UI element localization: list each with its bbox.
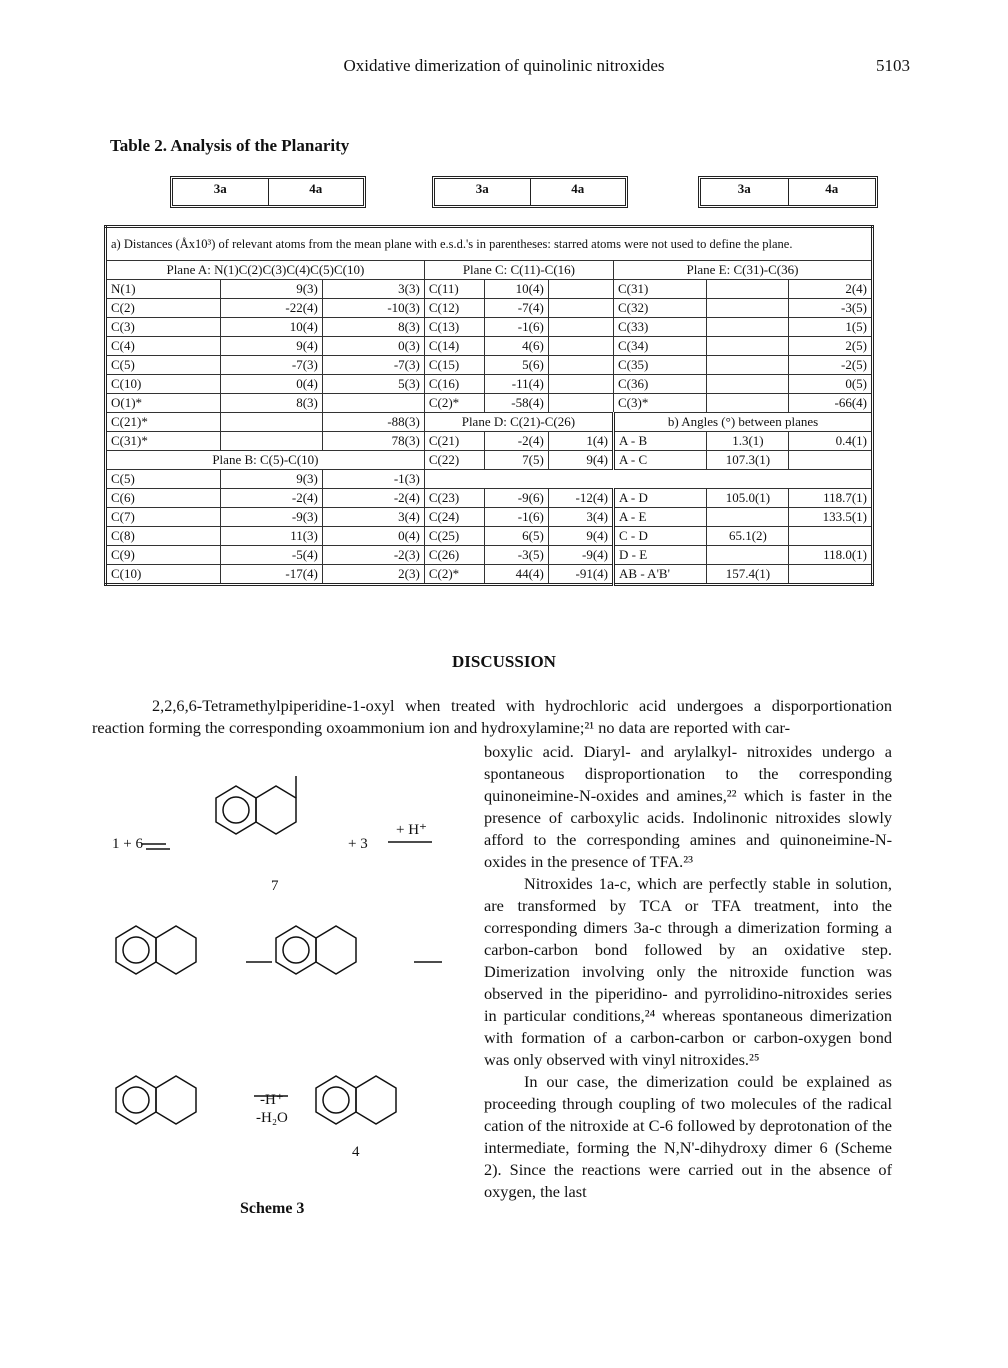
- cell: 9(4): [548, 451, 613, 470]
- cell: -1(6): [485, 508, 549, 527]
- cell: [707, 394, 789, 413]
- cell: C(9): [106, 546, 221, 565]
- legend-4a: 4a: [309, 181, 323, 196]
- cell: C(11): [424, 280, 484, 299]
- cell: -2(4): [221, 489, 323, 508]
- part-a-caption: a) Distances (Åx10³) of relevant atoms from the mean plane with e.s.d.'s in parentheses: starred atoms were not used to define the plane.: [106, 227, 873, 261]
- cell: [548, 394, 613, 413]
- table-row: [106, 546, 873, 565]
- cell: -91(4): [548, 565, 613, 585]
- legend-3a: 3a: [701, 179, 789, 205]
- cell: -2(4): [485, 432, 549, 451]
- cell: 5(6): [485, 356, 549, 375]
- rows-b: [106, 470, 873, 585]
- cell: [548, 318, 613, 337]
- cell: -2(5): [789, 356, 873, 375]
- plane-e-title: Plane E: C(31)-C(36): [614, 261, 873, 280]
- discussion-heading: DISCUSSION: [452, 652, 556, 671]
- cell: C(5): [106, 470, 221, 489]
- plane-a-title: Plane A: N(1)C(2)C(3)C(4)C(5)C(10): [106, 261, 425, 280]
- plus-3: + 3: [348, 836, 368, 852]
- plane-d-title: Plane D: C(21)-C(26): [424, 413, 613, 432]
- cell: 78(3): [322, 432, 424, 451]
- cell: [707, 280, 789, 299]
- cell: 2(3): [322, 565, 424, 585]
- cell: C(21)*: [106, 413, 221, 432]
- cell: [322, 394, 424, 413]
- plane-c-title: Plane C: C(11)-C(16): [424, 261, 613, 280]
- cell: C(34): [614, 337, 707, 356]
- cell: -7(4): [485, 299, 549, 318]
- cell: -1(6): [485, 318, 549, 337]
- compound-4: 4: [352, 1144, 360, 1160]
- cell: C(13): [424, 318, 484, 337]
- cell: 118.0(1): [789, 546, 873, 565]
- cell: C(32): [614, 299, 707, 318]
- cell: 2(4): [789, 280, 873, 299]
- scheme-label: Scheme 3: [240, 1200, 305, 1217]
- cell: 0(3): [322, 337, 424, 356]
- right-column: [484, 741, 892, 1203]
- cell: [789, 565, 873, 585]
- cell: -2(3): [322, 546, 424, 565]
- table-title: Table 2. Analysis of the Planarity: [110, 136, 350, 155]
- cell: [707, 299, 789, 318]
- cell: -2(4): [322, 489, 424, 508]
- angles-title: b) Angles (°) between planes: [614, 413, 873, 432]
- cell: C(7): [106, 508, 221, 527]
- legend-4a: 4a: [825, 181, 839, 196]
- planarity-table: [104, 225, 874, 586]
- cell: -9(4): [548, 546, 613, 565]
- cell: C(8): [106, 527, 221, 546]
- cell: C(25): [424, 527, 484, 546]
- paragraph-4: In our case, the dimerization could be explained as proceeding through coupling of two molecules of the radical cation of the nitroxide at C-6 followed by deprotonation of the intermediate, forming the N,N'-dihydroxy dimer 6 (Scheme 2). Since the reactions were carried out in the absence of oxygen, the last: [484, 1072, 892, 1201]
- cell: -88(3): [322, 413, 424, 432]
- cell: [789, 527, 873, 546]
- cell: N(1): [106, 280, 221, 299]
- cell: 65.1(2): [707, 527, 789, 546]
- paragraph-1: 2,2,6,6-Tetramethylpiperidine-1-oxyl when treated with hydrochloric acid undergoes a disporportionation reaction forming the corresponding oxoammonium ion and hydroxylamine;²¹ no data are reported with car-: [92, 696, 892, 737]
- cell: -17(4): [221, 565, 323, 585]
- table-row: [106, 394, 873, 413]
- cell: -11(4): [485, 375, 549, 394]
- legend-3a: 3a: [435, 179, 531, 205]
- page-number: 5103: [876, 56, 910, 75]
- cell: [548, 375, 613, 394]
- cell: [548, 299, 613, 318]
- cell: 7(5): [485, 451, 549, 470]
- cell: C(31): [614, 280, 707, 299]
- cell: -7(3): [221, 356, 323, 375]
- table-row: [106, 565, 873, 585]
- minus-h2o: -H₂O: [256, 1110, 288, 1126]
- rows-a: [106, 280, 873, 413]
- cell: C(3): [106, 318, 221, 337]
- cell: A - B: [614, 432, 707, 451]
- cell: C(6): [106, 489, 221, 508]
- table-row: [106, 508, 873, 527]
- legend-3: [698, 176, 878, 208]
- cell: 133.5(1): [789, 508, 873, 527]
- plane-b-title: Plane B: C(5)-C(10): [106, 451, 425, 470]
- cell: C(16): [424, 375, 484, 394]
- cell: 6(5): [485, 527, 549, 546]
- cell: -22(4): [221, 299, 323, 318]
- cell: 9(3): [221, 470, 323, 489]
- cell: 10(4): [221, 318, 323, 337]
- cell: -7(3): [322, 356, 424, 375]
- scheme-3-diagram: [96, 756, 476, 1256]
- cell: [548, 337, 613, 356]
- cell: 0(4): [221, 375, 323, 394]
- cell: -9(3): [221, 508, 323, 527]
- cell: C(26): [424, 546, 484, 565]
- cell: -3(5): [789, 299, 873, 318]
- cell: C(24): [424, 508, 484, 527]
- cell: 4(6): [485, 337, 549, 356]
- cell: D - E: [614, 546, 707, 565]
- cell: 1(5): [789, 318, 873, 337]
- cell: -10(3): [322, 299, 424, 318]
- cell: C(5): [106, 356, 221, 375]
- cell: [707, 546, 789, 565]
- cell: [707, 375, 789, 394]
- cell: -58(4): [485, 394, 549, 413]
- eq1: 1 + 6: [112, 836, 143, 852]
- cell: 5(3): [322, 375, 424, 394]
- cell: 0(4): [322, 527, 424, 546]
- cell: 0(5): [789, 375, 873, 394]
- cell: [707, 318, 789, 337]
- table-row: [106, 280, 873, 299]
- cell: 1.3(1): [707, 432, 789, 451]
- legend-1: [170, 176, 366, 208]
- table-row: [106, 337, 873, 356]
- cell: 157.4(1): [707, 565, 789, 585]
- legend-4a: 4a: [571, 181, 585, 196]
- cell: [707, 356, 789, 375]
- legend-3a: 3a: [173, 179, 269, 205]
- cell: 10(4): [485, 280, 549, 299]
- cell: -66(4): [789, 394, 873, 413]
- cell: A - D: [614, 489, 707, 508]
- cell: C(10): [106, 375, 221, 394]
- cell: 9(4): [221, 337, 323, 356]
- cell: 44(4): [485, 565, 549, 585]
- table-row: [106, 489, 873, 508]
- table-row: [106, 356, 873, 375]
- paragraph-3: Nitroxides 1a-c, which are perfectly stable in solution, are transformed by TCA or TFA treatment, into the corresponding dimers 3a-c through a dimerization forming a carbon-carbon bond followed by an oxidative step. Dimerization involving only the nitroxide function was observed in the piperidino- and pyrrolidino-nitroxides series in particular conditions,²⁴ whereas spontaneous dimerization with formation of a carbon-carbon or carbon-oxygen bond was only observed with vinyl nitroxides.²⁵: [484, 874, 892, 1069]
- cell: O(1)*: [106, 394, 221, 413]
- table-row: [106, 318, 873, 337]
- cell: 3(3): [322, 280, 424, 299]
- cell: 3(4): [548, 508, 613, 527]
- h-plus: + H⁺: [396, 822, 427, 838]
- cell: [707, 337, 789, 356]
- cell: A - E: [614, 508, 707, 527]
- cell: 8(3): [322, 318, 424, 337]
- cell: C(3)*: [614, 394, 707, 413]
- cell: 1(4): [548, 432, 613, 451]
- cell: AB - A'B': [614, 565, 707, 585]
- cell: -1(3): [322, 470, 424, 489]
- running-head: Oxidative dimerization of quinolinic nitroxides: [343, 56, 665, 75]
- cell: C(23): [424, 489, 484, 508]
- compound-7: 7: [271, 878, 279, 894]
- cell: -12(4): [548, 489, 613, 508]
- cell: 0.4(1): [789, 432, 873, 451]
- cell: C(2): [106, 299, 221, 318]
- cell: C(33): [614, 318, 707, 337]
- cell: 3(4): [322, 508, 424, 527]
- cell: C(21): [424, 432, 484, 451]
- cell: -5(4): [221, 546, 323, 565]
- table-row: [106, 527, 873, 546]
- cell: 9(4): [548, 527, 613, 546]
- cell: C(4): [106, 337, 221, 356]
- cell: C(36): [614, 375, 707, 394]
- cell: C(14): [424, 337, 484, 356]
- cell: C(12): [424, 299, 484, 318]
- cell: C(15): [424, 356, 484, 375]
- minus-h: -H⁺: [260, 1092, 284, 1108]
- cell: A - C: [614, 451, 707, 470]
- cell: 11(3): [221, 527, 323, 546]
- cell: [548, 356, 613, 375]
- cell: -3(5): [485, 546, 549, 565]
- table-row: [106, 470, 873, 489]
- cell: 9(3): [221, 280, 323, 299]
- cell: 107.3(1): [707, 451, 789, 470]
- cell: C(35): [614, 356, 707, 375]
- cell: C(2)*: [424, 394, 484, 413]
- cell: 2(5): [789, 337, 873, 356]
- legend-2: [432, 176, 628, 208]
- cell: C(2)*: [424, 565, 484, 585]
- paragraph-2: boxylic acid. Diaryl- and arylalkyl- nitroxides undergo a spontaneous disproportionation to the corresponding quinoneimine-N-oxides and amines,²² which is faster in the presence of carboxylic acids. Indolinonic nitroxides slowly afford to the corresponding amines and quinoneimine-N-oxides in the presence of TFA.²³: [484, 742, 892, 871]
- cell: 8(3): [221, 394, 323, 413]
- cell: 105.0(1): [707, 489, 789, 508]
- cell: C(10): [106, 565, 221, 585]
- cell: 118.7(1): [789, 489, 873, 508]
- cell: C(31)*: [106, 432, 221, 451]
- table-row: [106, 299, 873, 318]
- cell: [548, 280, 613, 299]
- cell: [789, 451, 873, 470]
- cell: -9(6): [485, 489, 549, 508]
- cell: C - D: [614, 527, 707, 546]
- cell: C(22): [424, 451, 484, 470]
- table-row: [106, 375, 873, 394]
- cell: [707, 508, 789, 527]
